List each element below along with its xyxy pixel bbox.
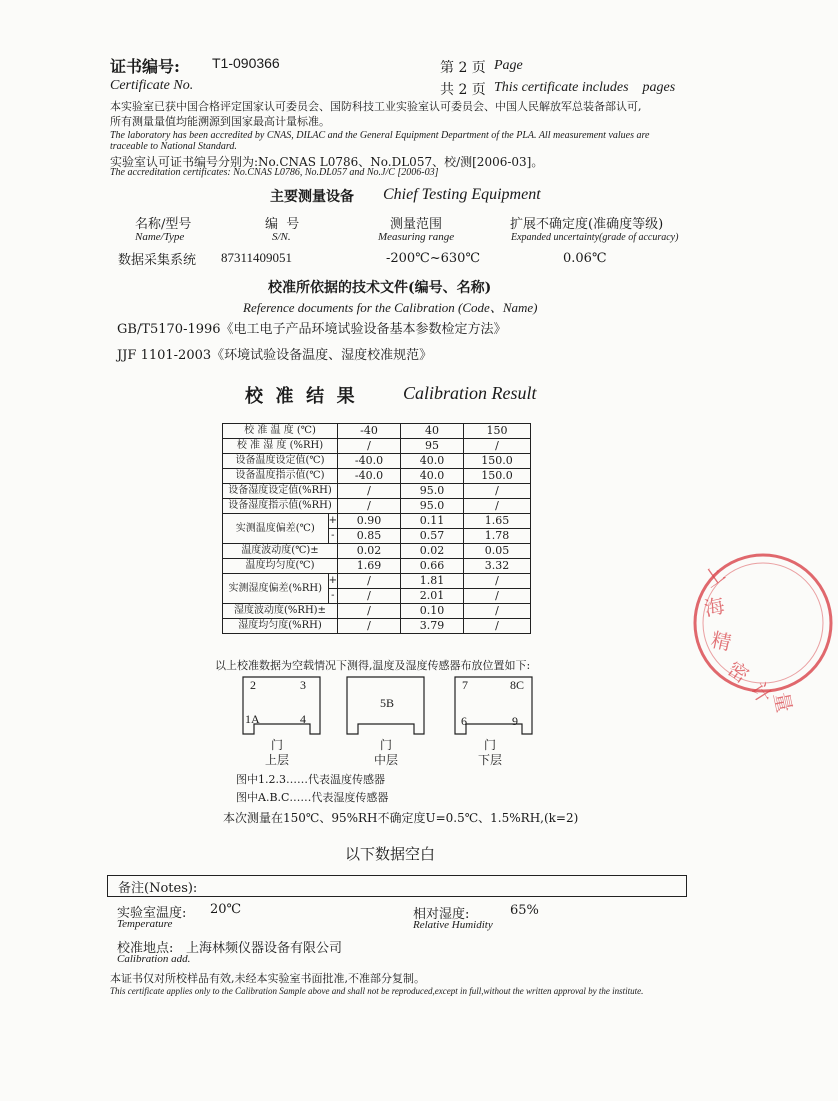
chamber-lower-diagram <box>454 676 534 766</box>
reference-title-cn: 校准所依据的技术文件(编号、名称) <box>268 280 492 296</box>
sensor-label: 7 <box>462 678 468 692</box>
cell-value: 3.79 <box>401 619 464 634</box>
door-label: 门 <box>484 738 497 752</box>
total-pages-en: This certificate includes pages <box>494 80 676 95</box>
sensor-label: 4 <box>300 712 306 726</box>
accreditation-cert-cn: 实验室认可证书编号分别为:No.CNAS L0786、No.DL057、校/测[2006-03]。 <box>110 155 544 169</box>
equipment-title-en: Chief Testing Equipment <box>383 186 541 203</box>
equipment-header-range-cn: 测量范围 <box>390 217 443 232</box>
sign-plus: + <box>328 574 337 589</box>
row-label: 温度均匀度(℃) <box>223 559 338 574</box>
accreditation-cn-line2: 所有测量量值均能溯源到国家最高计量标准。 <box>110 115 330 128</box>
footer-disclaimer-cn: 本证书仅对所校样品有效,未经本实验室书面批准,不准部分复制。 <box>110 972 425 985</box>
cell-value: 1.78 <box>464 529 531 544</box>
door-label: 门 <box>271 738 284 752</box>
sensor-label: 3 <box>300 678 306 692</box>
row-label: 校 准 湿 度 (%RH) <box>223 439 338 454</box>
layer-label: 上层 <box>265 753 290 767</box>
row-label: 设备温度指示值(℃) <box>223 469 338 484</box>
table-row <box>223 469 531 484</box>
table-row <box>223 574 531 589</box>
row-label: 湿度均匀度(%RH) <box>223 619 338 634</box>
svg-text:海: 海 <box>702 593 727 621</box>
cell-value: 40 <box>401 424 464 439</box>
cell-value: / <box>464 589 531 604</box>
cell-value: 1.69 <box>338 559 401 574</box>
reference-doc-2: JJF 1101-2003《环境试验设备温度、湿度校准规范》 <box>117 348 433 363</box>
cell-value: 0.02 <box>401 544 464 559</box>
equipment-uncertainty: 0.06℃ <box>563 251 607 266</box>
cell-value: / <box>464 439 531 454</box>
sensor-label: 9 <box>512 714 518 728</box>
cell-value: -40.0 <box>338 469 401 484</box>
cell-value: / <box>338 439 401 454</box>
calibration-results-table <box>222 423 531 634</box>
cell-value: / <box>464 604 531 619</box>
table-row <box>223 544 531 559</box>
cert-no-value: T1-090366 <box>212 55 280 71</box>
reference-doc-1: GB/T5170-1996《电工电子产品环境试验设备基本参数检定方法》 <box>117 322 507 337</box>
sign-minus: - <box>328 529 337 544</box>
row-label: 设备湿度设定值(%RH) <box>223 484 338 499</box>
cell-value: 1.65 <box>464 514 531 529</box>
equipment-header-sn-cn: 编 号 <box>265 217 300 232</box>
accreditation-en-line1: The laboratory has been accredited by CNAS, DILAC and the General Equipment Department of the PLA. All measurement values are <box>110 130 650 141</box>
cell-value: 0.05 <box>464 544 531 559</box>
svg-text:量: 量 <box>769 690 797 715</box>
accreditation-cn-line1: 本实验室已获中国合格评定国家认可委员会、国防科技工业实验室认可委员会、中国人民解放军总装备部认可, <box>110 100 642 113</box>
chamber-middle-diagram <box>346 676 426 766</box>
accreditation-cert-en: The accreditation certificates: No.CNAS L0786, No.DL057 and No.J/C [2006-03] <box>110 167 439 178</box>
equipment-title-cn: 主要测量设备 <box>270 189 354 205</box>
legend-humidity-sensors: 图中A.B.C……代表湿度传感器 <box>236 791 389 804</box>
cell-value: 40.0 <box>401 454 464 469</box>
equipment-header-uncertainty-cn: 扩展不确定度(准确度等级) <box>510 217 664 232</box>
results-title-en: Calibration Result <box>403 383 537 403</box>
table-row <box>223 499 531 514</box>
chamber-upper-diagram <box>242 676 322 766</box>
lab-temperature-label-en: Temperature <box>117 918 173 930</box>
page-number-cn: 第 2 页 <box>440 60 486 76</box>
table-row <box>223 424 531 439</box>
cell-value: 150.0 <box>464 454 531 469</box>
cell-value: / <box>464 574 531 589</box>
cell-value: 0.85 <box>338 529 401 544</box>
row-label: 湿度波动度(%RH)± <box>223 604 338 619</box>
sensor-label: 5B <box>380 696 395 710</box>
legend-temp-sensors: 图中1.2.3……代表温度传感器 <box>236 773 385 786</box>
relative-humidity-label-en: Relative Humidity <box>413 919 493 931</box>
svg-text:计: 计 <box>745 677 777 708</box>
cell-value: 2.01 <box>401 589 464 604</box>
calibration-site-label: 校准地点: <box>117 941 174 956</box>
page-number-en: Page <box>494 58 523 73</box>
lab-temperature-label: 实验室温度: <box>117 906 187 921</box>
equipment-sn: 87311409051 <box>221 250 293 265</box>
row-label: 实测温度偏差(℃) <box>223 514 329 544</box>
row-label: 设备温度设定值(℃) <box>223 454 338 469</box>
cell-value: / <box>338 499 401 514</box>
cell-value: 95.0 <box>401 499 464 514</box>
svg-text:上: 上 <box>699 560 730 593</box>
cell-value: 0.66 <box>401 559 464 574</box>
table-row <box>223 619 531 634</box>
equipment-header-sn-en: S/N. <box>272 231 291 243</box>
calibration-site-label-en: Calibration add. <box>117 953 191 965</box>
cell-value: 0.90 <box>338 514 401 529</box>
total-pages-cn: 共 2 页 <box>440 82 486 98</box>
table-row <box>223 439 531 454</box>
cell-value: 150.0 <box>464 469 531 484</box>
cell-value: / <box>338 574 401 589</box>
sign-minus: - <box>328 589 337 604</box>
cell-value: -40 <box>338 424 401 439</box>
sensor-label: 8C <box>510 678 525 692</box>
cell-value: 40.0 <box>401 469 464 484</box>
table-row <box>223 559 531 574</box>
cell-value: / <box>338 589 401 604</box>
row-label: 设备湿度指示值(%RH) <box>223 499 338 514</box>
cell-value: / <box>338 604 401 619</box>
equipment-header-name-en: Name/Type <box>135 231 185 243</box>
table-row <box>223 454 531 469</box>
measurement-uncertainty: 本次测量在150℃、95%RH不确定度U=0.5℃、1.5%RH,(k=2) <box>223 811 579 825</box>
equipment-header-uncertainty-en: Expanded uncertainty(grade of accuracy) <box>511 232 679 243</box>
table-row <box>223 484 531 499</box>
row-label: 校 准 温 度 (℃) <box>223 424 338 439</box>
table-row <box>223 604 531 619</box>
accreditation-en-line2: traceable to National Standard. <box>110 141 237 152</box>
cell-value: 0.02 <box>338 544 401 559</box>
cert-no-label-en: Certificate No. <box>110 78 194 93</box>
cell-value: / <box>338 619 401 634</box>
cell-value: 95 <box>401 439 464 454</box>
relative-humidity-label: 相对湿度: <box>413 907 470 922</box>
sensor-label: 1A <box>245 712 260 726</box>
layer-label: 中层 <box>374 753 399 767</box>
cell-value: 1.81 <box>401 574 464 589</box>
sensor-label: 2 <box>250 678 256 692</box>
cert-no-label-cn: 证书编号: <box>110 57 180 76</box>
relative-humidity-value: 65% <box>510 903 539 918</box>
notes-label: 备注(Notes): <box>118 881 198 896</box>
cell-value: / <box>338 484 401 499</box>
cell-value: 0.10 <box>401 604 464 619</box>
sensor-layout-note: 以上校准数据为空载情况下测得,温度及湿度传感器布放位置如下: <box>215 659 531 672</box>
row-label: 实测湿度偏差(%RH) <box>223 574 329 604</box>
cell-value: / <box>464 619 531 634</box>
svg-text:精: 精 <box>708 627 734 656</box>
reference-title-en: Reference documents for the Calibration (Code、Name) <box>243 300 538 315</box>
sensor-label: 6 <box>461 714 467 728</box>
cell-value: 0.11 <box>401 514 464 529</box>
results-title-cn: 校 准 结 果 <box>245 386 355 407</box>
layer-label: 下层 <box>478 753 503 767</box>
cell-value: / <box>464 484 531 499</box>
cell-value: 3.32 <box>464 559 531 574</box>
cell-value: / <box>464 499 531 514</box>
equipment-name: 数据采集系统 <box>118 253 197 268</box>
red-seal-stamp <box>688 548 838 715</box>
cell-value: 150 <box>464 424 531 439</box>
equipment-header-range-en: Measuring range <box>378 231 455 243</box>
equipment-range: -200℃~630℃ <box>386 251 480 266</box>
sign-plus: + <box>328 514 337 529</box>
lab-temperature-value: 20℃ <box>210 902 242 917</box>
cell-value: -40.0 <box>338 454 401 469</box>
table-row <box>223 514 531 529</box>
calibration-site-value: 上海林频仪器设备有限公司 <box>186 941 343 956</box>
door-label: 门 <box>380 738 393 752</box>
cell-value: 0.57 <box>401 529 464 544</box>
blank-below-label: 以下数据空白 <box>345 845 436 863</box>
footer-disclaimer-en: This certificate applies only to the Calibration Sample above and shall not be reproduced,except in full,without the written approval by the institute. <box>110 986 644 996</box>
row-label: 温度波动度(℃)± <box>223 544 338 559</box>
svg-text:密: 密 <box>723 656 754 688</box>
cell-value: 95.0 <box>401 484 464 499</box>
equipment-header-name-cn: 名称/型号 <box>135 217 192 232</box>
